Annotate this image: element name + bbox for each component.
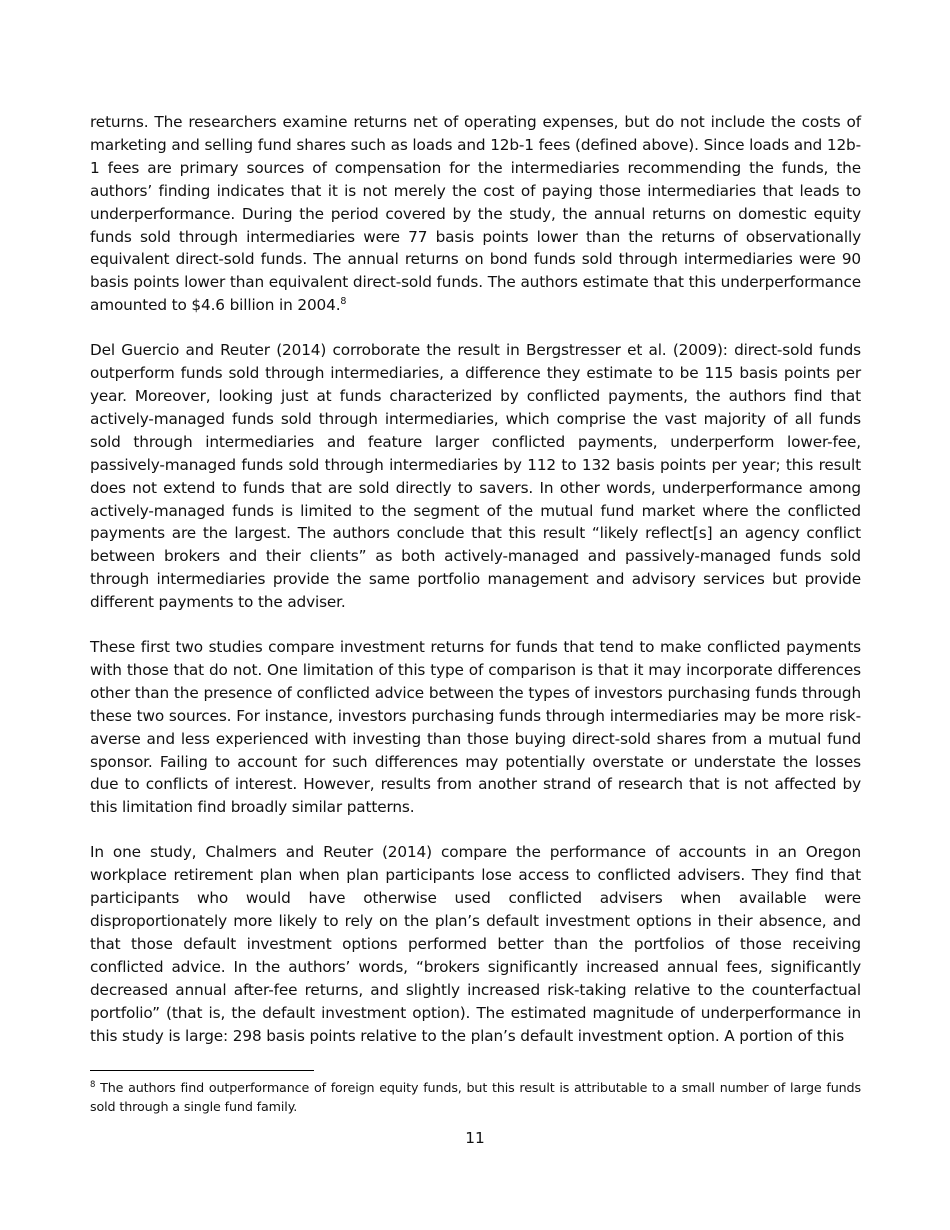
page-body [90,111,861,1069]
footnote-reference[interactable]: 8 [340,296,347,308]
paragraph-chalmers-reuter: In one study, Chalmers and Reuter (2014) compare the performance of accounts in an Oregon workplace retirement plan when plan participants lose access to conflicted advisers. They find that participants who would have otherwise used conflicted advisers when available were disproportionately more likely to rely on the plan’s default investment options in their absence, and that those default investment options performed better than the portfolios of those receiving conflicted advice. In the authors’ words, “brokers significantly increased annual fees, significantly decreased annual after-fee returns, and slightly increased risk-taking relative to the counterfactual portfolio” (that is, the default investment option). The estimated magnitude of underperformance in this study is large: 298 basis points relative to the plan’s default investment option. A portion of this [90,843,861,1045]
paragraph-del-guercio-reuter: Del Guercio and Reuter (2014) corroborate the result in Bergstresser et al. (2009): direct-sold funds outperform funds sold through intermediaries, a difference they estimate to be 115 basis points per year. Moreover, looking just at funds characterized by conflicted payments, the authors find that actively-managed funds sold through intermediaries, which comprise the vast majority of all funds sold through intermediaries and feature larger conflicted payments, underperform lower-fee, passively-managed funds sold through intermediaries by 112 to 132 basis points per year; this result does not extend to funds that are sold directly to savers. In other words, underperformance among actively-managed funds is limited to the segment of the mutual fund market where the conflicted payments are the largest. The authors conclude that this result “likely reflect[s] an agency conflict between brokers and their clients” as both actively-managed and passively-managed funds sold through intermediaries provide the same portfolio management and advisory services but provide different payments to the adviser. [90,341,861,612]
footnote-text: The authors find outperformance of foreign equity funds, but this result is attributable to a small number of large funds sold through a single fund family. [90,1080,861,1114]
paragraph-returns [90,111,861,317]
paragraph-returns-text: returns. The researchers examine returns net of operating expenses, but do not include the costs of marketing and selling fund shares such as loads and 12b-1 fees (defined above). Since loads and 12b-1 fees are primary sources of compensation for the intermediaries recommending the funds, the authors’ finding indicates that it is not merely the cost of paying those intermediaries that leads to underperformance. During the period covered by the study, the annual returns on domestic equity funds sold through intermediaries were 77 basis points lower than the returns of observationally equivalent direct-sold funds. The annual returns on bond funds sold through intermediaries were 90 basis points lower than equivalent direct-sold funds. The authors estimate that this underperformance amounted to $4.6 billion in 2004. [90,113,861,315]
footnote [90,1078,861,1116]
page-number: 11 [465,1129,485,1147]
paragraph-comparison-limitation: These first two studies compare investment returns for funds that tend to make conflicted payments with those that do not. One limitation of this type of comparison is that it may incorporate differences other than the presence of conflicted advice between the types of investors purchasing funds through these two sources. For instance, investors purchasing funds through intermediaries may be more risk-averse and less experienced with investing than those buying direct-sold shares from a mutual fund sponsor. Failing to account for such differences may potentially overstate or understate the losses due to conflicts of interest. However, results from another strand of research that is not affected by this limitation find broadly similar patterns. [90,638,861,817]
footnote-divider [90,1070,314,1071]
footnote-number: 8 [90,1079,96,1090]
